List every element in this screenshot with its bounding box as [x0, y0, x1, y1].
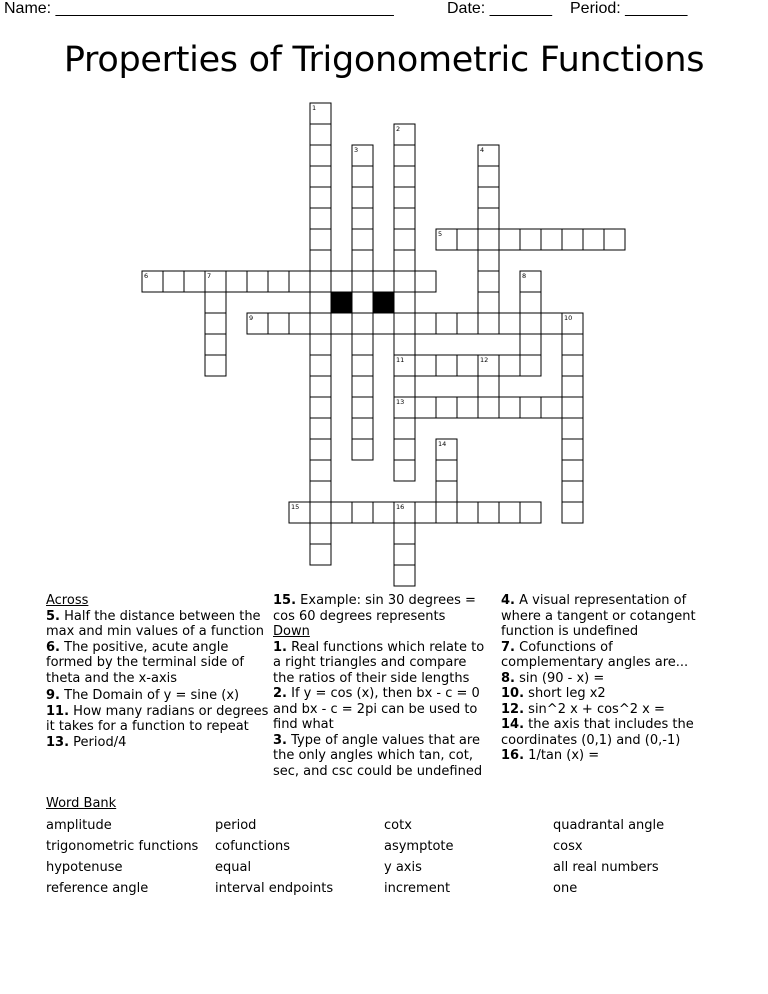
crossword-cell[interactable] [310, 544, 331, 565]
crossword-cell[interactable] [478, 166, 499, 187]
word-bank-word: hypotenuse [46, 860, 123, 875]
crossword-cell[interactable] [520, 292, 541, 313]
clue-across-5: 5. Half the distance between the max and min values of a function [46, 608, 264, 639]
crossword-black-cell [331, 292, 352, 313]
crossword-cell[interactable] [499, 355, 520, 376]
crossword-cell[interactable] [562, 502, 583, 523]
crossword-cell[interactable] [310, 460, 331, 481]
crossword-cell[interactable] [352, 292, 373, 313]
crossword-cell[interactable] [415, 313, 436, 334]
crossword-cell[interactable] [436, 355, 457, 376]
crossword-cell[interactable] [436, 481, 457, 502]
crossword-cell[interactable] [520, 502, 541, 523]
clue-number: 13 [396, 398, 405, 406]
crossword-cell[interactable] [415, 502, 436, 523]
crossword-cell[interactable] [394, 250, 415, 271]
crossword-cell[interactable] [415, 271, 436, 292]
word-bank-word: trigonometric functions [46, 839, 199, 854]
crossword-cell[interactable] [289, 271, 310, 292]
clue-down-4: 4. A visual representation of where a tangent or cotangent function is undefined [501, 593, 696, 639]
word-bank-word: cotx [384, 818, 412, 833]
crossword-cell[interactable] [226, 271, 247, 292]
crossword-cell[interactable] [331, 313, 352, 334]
period-field[interactable]: Period: _______ [570, 0, 688, 17]
crossword-cell[interactable] [373, 271, 394, 292]
across-heading: Across [46, 593, 89, 608]
middle-clues [273, 593, 485, 779]
crossword-cell[interactable] [436, 502, 457, 523]
clue-down-16: 16. 1/tan (x) = [501, 748, 600, 763]
crossword-cell[interactable] [583, 229, 604, 250]
clue-number: 1 [312, 104, 317, 112]
clue-number: 12 [480, 356, 489, 364]
crossword-cell[interactable] [310, 292, 331, 313]
crossword-cell[interactable] [394, 460, 415, 481]
crossword-cell[interactable] [394, 439, 415, 460]
crossword-cell[interactable] [352, 250, 373, 271]
crossword-cell[interactable] [352, 208, 373, 229]
word-bank-word: increment [384, 881, 451, 896]
crossword-cell[interactable] [394, 145, 415, 166]
crossword-cell[interactable] [352, 229, 373, 250]
crossword-cell[interactable] [352, 376, 373, 397]
crossword-cell[interactable] [205, 355, 226, 376]
crossword-cell[interactable] [394, 523, 415, 544]
crossword-cell[interactable] [457, 397, 478, 418]
crossword-cell[interactable] [310, 355, 331, 376]
clue-number: 4 [480, 146, 485, 154]
clue-down-12: 12. sin^2 x + cos^2 x = [501, 701, 665, 717]
word-bank-word: equal [215, 860, 252, 875]
crossword-cell[interactable] [205, 334, 226, 355]
crossword-cell[interactable] [436, 397, 457, 418]
clue-number: 10 [564, 314, 573, 322]
crossword-cell[interactable] [373, 502, 394, 523]
crossword-cell[interactable] [310, 481, 331, 502]
crossword-cell[interactable] [310, 334, 331, 355]
crossword-cell[interactable] [205, 313, 226, 334]
crossword-cell[interactable] [394, 334, 415, 355]
clue-across-9: 9. The Domain of y = sine (x) [46, 688, 240, 703]
clue-down-1: 1. Real functions which relate to a right triangles and compare the ratios of their side lengths [273, 639, 485, 686]
clue-number: 9 [249, 314, 254, 322]
crossword-black-cell [373, 292, 394, 313]
crossword-cell[interactable] [541, 313, 562, 334]
crossword-cell[interactable] [310, 187, 331, 208]
crossword-cell[interactable] [205, 292, 226, 313]
crossword-cell[interactable] [310, 376, 331, 397]
word-bank-word: all real numbers [553, 860, 659, 875]
crossword-cell[interactable] [310, 124, 331, 145]
clue-number: 16 [396, 503, 405, 511]
down-heading: Down [273, 624, 310, 639]
word-bank-word: asymptote [384, 839, 454, 854]
crossword-cell[interactable] [478, 229, 499, 250]
crossword-cell[interactable] [457, 355, 478, 376]
crossword-cell[interactable] [394, 166, 415, 187]
crossword-cell[interactable] [478, 313, 499, 334]
crossword-cell[interactable] [247, 271, 268, 292]
across-clues [46, 593, 268, 750]
crossword-cell[interactable] [352, 397, 373, 418]
crossword-cell[interactable] [184, 271, 205, 292]
crossword-cell[interactable] [352, 313, 373, 334]
crossword-cell[interactable] [478, 271, 499, 292]
crossword-cell[interactable] [310, 166, 331, 187]
crossword-cell[interactable] [562, 229, 583, 250]
crossword-cell[interactable] [352, 355, 373, 376]
clue-down-3: 3. Type of angle values that are the only angles which tan, cot, sec, and csc could be undefined [273, 732, 483, 779]
clue-across-6: 6. The positive, acute angle formed by the terminal side of theta and the x-axis [46, 639, 244, 686]
crossword-cell[interactable] [394, 376, 415, 397]
word-bank-word: amplitude [46, 818, 112, 833]
crossword-cell[interactable] [310, 313, 331, 334]
crossword-cell[interactable] [499, 502, 520, 523]
crossword-cell[interactable] [310, 250, 331, 271]
word-bank-word: period [215, 818, 257, 833]
clue-number: 14 [438, 440, 447, 448]
crossword-cell[interactable] [541, 397, 562, 418]
crossword-cell[interactable] [520, 355, 541, 376]
word-bank-word: y axis [384, 860, 422, 875]
clue-across-15: 15. Example: sin 30 degrees = cos 60 degrees represents [273, 593, 476, 624]
crossword-cell[interactable] [268, 271, 289, 292]
crossword-cell[interactable] [394, 544, 415, 565]
crossword-cell[interactable] [394, 208, 415, 229]
crossword-cell[interactable] [310, 418, 331, 439]
crossword-cell[interactable] [289, 313, 310, 334]
crossword-cell[interactable] [562, 418, 583, 439]
word-bank-word: reference angle [46, 881, 149, 896]
crossword-cell[interactable] [520, 313, 541, 334]
crossword-cell[interactable] [520, 334, 541, 355]
crossword-cell[interactable] [562, 397, 583, 418]
crossword-cell[interactable] [394, 271, 415, 292]
clue-across-11: 11. How many radians or degrees it takes for a function to repeat [46, 703, 269, 734]
crossword-cell[interactable] [310, 397, 331, 418]
clue-number: 8 [522, 272, 527, 280]
clue-number: 5 [438, 230, 443, 238]
crossword-cell[interactable] [331, 502, 352, 523]
crossword-cell[interactable] [394, 229, 415, 250]
word-bank-word: one [553, 881, 578, 896]
clue-down-7: 7. Cofunctions of complementary angles are... [501, 639, 689, 670]
crossword-cell[interactable] [394, 187, 415, 208]
date-field[interactable]: Date: _______ [447, 0, 552, 17]
clue-across-13: 13. Period/4 [46, 734, 127, 750]
crossword-cell[interactable] [352, 166, 373, 187]
crossword-cell[interactable] [478, 187, 499, 208]
crossword-cell[interactable] [562, 334, 583, 355]
crossword-cell[interactable] [457, 502, 478, 523]
crossword-cell[interactable] [268, 313, 289, 334]
word-bank-title: Word Bank [46, 796, 117, 811]
clue-down-2: 2. If y = cos (x), then bx - c = 0 and bx - c = 2pi can be used to find what [273, 686, 480, 732]
crossword-cell[interactable] [394, 565, 415, 586]
word-bank-word: cosx [553, 839, 583, 854]
crossword-cell[interactable] [394, 418, 415, 439]
crossword-cell[interactable] [520, 397, 541, 418]
crossword-cell[interactable] [562, 481, 583, 502]
crossword-cell[interactable] [352, 187, 373, 208]
clue-number: 11 [396, 356, 405, 364]
crossword-cell[interactable] [478, 502, 499, 523]
crossword-cell[interactable] [352, 418, 373, 439]
clue-down-10: 10. short leg x2 [501, 686, 606, 701]
crossword-cell[interactable] [562, 355, 583, 376]
clue-number: 15 [291, 503, 300, 511]
crossword-cell[interactable] [163, 271, 184, 292]
crossword-cell[interactable] [457, 229, 478, 250]
crossword-cell[interactable] [478, 292, 499, 313]
crossword-cell[interactable] [499, 229, 520, 250]
word-bank-word: cofunctions [215, 839, 290, 854]
crossword-cell[interactable] [352, 271, 373, 292]
crossword-cell[interactable] [415, 355, 436, 376]
crossword-cell[interactable] [310, 145, 331, 166]
page-title: Properties of Trigonometric Functions [63, 40, 705, 80]
word-bank-word: interval endpoints [215, 881, 334, 896]
crossword-cell[interactable] [499, 397, 520, 418]
crossword-cell[interactable] [352, 502, 373, 523]
crossword-cell[interactable] [310, 439, 331, 460]
down-clues-continued [501, 593, 701, 764]
crossword-cell[interactable] [604, 229, 625, 250]
crossword-cell[interactable] [562, 376, 583, 397]
crossword-cell[interactable] [541, 229, 562, 250]
crossword-cell[interactable] [310, 208, 331, 229]
crossword-cell[interactable] [478, 376, 499, 397]
crossword-cell[interactable] [478, 208, 499, 229]
crossword-cell[interactable] [373, 313, 394, 334]
crossword-cell[interactable] [562, 460, 583, 481]
clue-down-8: 8. sin (90 - x) = [501, 670, 605, 686]
crossword-cell[interactable] [331, 271, 352, 292]
crossword-cell[interactable] [310, 523, 331, 544]
crossword-cell[interactable] [394, 292, 415, 313]
clue-number: 2 [396, 125, 401, 133]
crossword-cell[interactable] [352, 334, 373, 355]
word-bank-word: quadrantal angle [553, 818, 665, 833]
crossword-cell[interactable] [394, 313, 415, 334]
crossword-cell[interactable] [499, 313, 520, 334]
crossword-cell[interactable] [310, 229, 331, 250]
crossword-cell[interactable] [436, 313, 457, 334]
clue-number: 6 [144, 272, 149, 280]
clue-down-14: 14. the axis that includes the coordinates (0,1) and (0,-1) [501, 717, 694, 748]
name-field[interactable]: Name: ______________________________________ [4, 0, 394, 17]
crossword-cell[interactable] [436, 460, 457, 481]
crossword-cell[interactable] [352, 439, 373, 460]
crossword-cell[interactable] [520, 229, 541, 250]
crossword-cell[interactable] [478, 250, 499, 271]
crossword-cell[interactable] [310, 502, 331, 523]
crossword-cell[interactable] [478, 397, 499, 418]
crossword-cell[interactable] [562, 439, 583, 460]
clue-number: 3 [354, 146, 359, 154]
crossword-cell[interactable] [457, 313, 478, 334]
crossword-cell[interactable] [310, 271, 331, 292]
crossword-cell[interactable] [415, 397, 436, 418]
clue-number: 7 [207, 272, 212, 280]
